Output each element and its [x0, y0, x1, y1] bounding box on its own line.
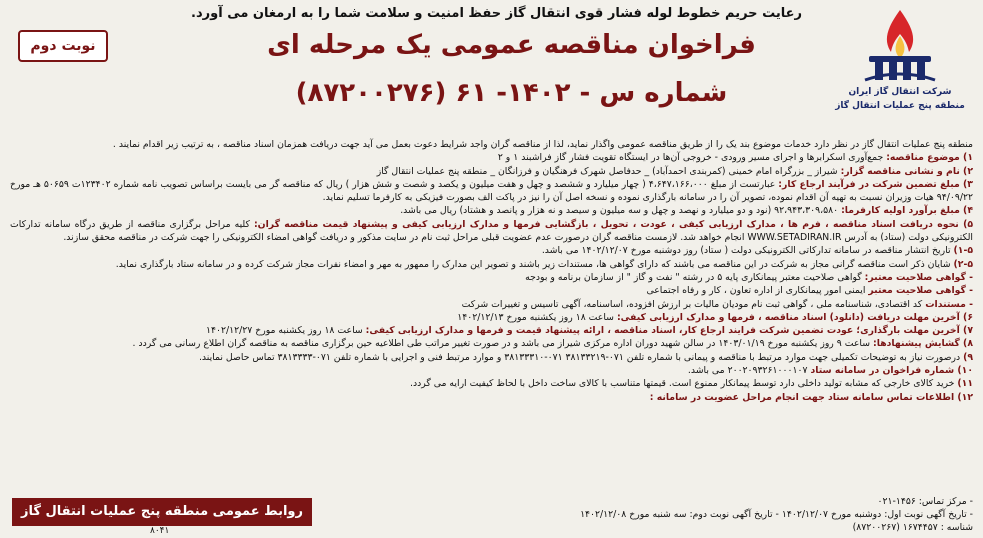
- notice-item: [10, 391, 973, 404]
- notice-items: [10, 151, 973, 404]
- item-text: ۲۰۰۲۰۹۳۲۶۱۰۰۰۱۰۷ می باشد.: [687, 365, 808, 377]
- item-label: ۴) مبلغ برآورد اولیه کارفرما:: [841, 205, 973, 217]
- company-logo: [825, 6, 975, 126]
- intro-paragraph: منطقه پنج عملیات انتقال گاز در نظر دارد خدمات موضوع بند یک را از طریق مناقصه عمومی واگذار نماید، لذا از مناقصه گران واجد شرایط دعوت بعمل می آید جهت دریافت همزمان اسناد مناقصه ، به ترتیب زیر اقدام نمایند .: [112, 139, 973, 150]
- item-label: ۱-۵): [953, 245, 973, 257]
- item-text: گواهی صلاحیت معتبر پیمانکاری پایه ۵ در رشته " نفت و گاز " از سازمان برنامه و بودجه: [525, 271, 862, 283]
- item-text: شایان ذکر است مناقصه گرانی مجاز به شرکت در این مناقصه می باشند که دارای گواهی ها، مستندات زیر باشند و تصویر این مدارک را ممهور به مهر و امضاء نفرات مجاز شرکت کرده و در سامانه ستاد بارگذاری نماید.: [115, 258, 951, 270]
- item-label: ۱۲) اطلاعات تماس سامانه ستاد جهت انجام مراحل عضویت در سامانه :: [649, 391, 973, 403]
- notice-item: [10, 298, 973, 311]
- notice-item: [10, 364, 973, 377]
- logo-text-1: شرکت انتقال گاز ایران: [848, 87, 952, 97]
- notice-item: [10, 218, 973, 245]
- item-label: ۱) موضوع مناقصه:: [886, 152, 973, 164]
- footer-code: ۸۰۴۱: [150, 526, 170, 536]
- item-label: ۱۰) شماره فراخوان در سامانه ستاد: [810, 365, 973, 377]
- item-label: ۱۱): [957, 378, 973, 390]
- item-label: - مستندات: [925, 298, 973, 310]
- item-label: ۵) نحوه دریافت اسناد مناقصه ، فرم ها ، مدارک ارزیابی کیفی ، عودت ، تحویل ، بازگشایی فرمها و مدارک ارزیابی کیفی و پیشنهاد قیمت مناقصه گران:: [253, 218, 973, 230]
- notice-item: [10, 151, 973, 164]
- item-label: ۲) نام و نشانی مناقصه گزار:: [840, 165, 973, 177]
- page-title: فراخوان مناقصه عمومی یک مرحله ای: [267, 30, 756, 60]
- item-text: عبارتست از مبلغ ۴،۶۴۷،۱۶۶،۰۰۰ ( چهار میلیارد و ششصد و چهل و هفت میلیون و یکصد و شصت و شش هزار ) ریال که مناقصه گر می بایست براساس تصویب نامه شماره ۱۲۳۴۰۲ت ۵۰۶۵۹ هـ مورخ ۹۴/۰۹/۲۲ هیات وزیران نسبت به تهیه آن اقدام نموده، تصویر آن را در سامانه بارگذاری نموده و نسخه اصل آن را نیز در پاکت الف بصورت فیزیکی به کارفرما تسلیم نماید.: [10, 178, 973, 204]
- notice-item: [10, 271, 973, 284]
- notice-item: [10, 284, 973, 297]
- notice-item: [10, 178, 973, 205]
- item-text: ساعت ۱۸ روز یکشنبه مورخ ۱۴۰۲/۱۲/۲۷: [206, 325, 363, 337]
- safety-note: رعایت حریم خطوط لوله فشار قوی انتقال گاز حفظ امنیت و سلامت شما را به ارمغان می آورد.: [191, 6, 802, 21]
- item-text: درصورت نیاز به توضیحات تکمیلی جهت موارد مرتبط با مناقصه و پیمانی با شماره تلفن ۰۷۱-۳۸۱۳۳۲۱۹ ۰۷۱-۳۸۱۳۳۳۱۰ و موارد مرتبط فنی و اجرایی با شماره تلفن ۰۷۱-۳۸۱۳۳۳۳ تماس حاصل نمایند.: [198, 351, 961, 363]
- item-text: جمع‌آوری اسکرابرها و اجرای مسیر ورودی - خروجی آن‌ها در ایستگاه تقویت فشار گاز فراشبند ۱ و ۲: [497, 152, 884, 164]
- item-text: خرید کالای خارجی که مشابه تولید داخلی دارد توسط پیمانکار ممنوع است. قیمتها متناسب با کالای ساخت داخل با لحاظ کیفیت ارایه می گردد.: [409, 378, 955, 390]
- notice-item: [10, 324, 973, 337]
- notice-item: [10, 337, 973, 350]
- footer-info: [330, 495, 973, 534]
- public-relations-bar: روابط عمومی منطقه پنج عملیات انتقال گاز: [12, 498, 312, 526]
- notice-body: [10, 138, 973, 490]
- call-center-line: - مرکز تماس: ۱۴۵۶-۰۲۱: [877, 496, 973, 507]
- item-label: ۹): [963, 351, 973, 363]
- item-text: کلیه مراحل برگزاری مناقصه از طریق درگاه سامانه تدارکات الکترونیکی دولت (ستاد) به آدرس WWW.SETADIRAN.IR انجام خواهد شد. لازمست مناقصه گران درصورت عدم عضویت قبلی مراحل ثبت نام در سایت مذکور و دریافت گواهی امضاء الکترونیکی را جهت شرکت در مناقصه محقق سازند.: [10, 218, 973, 244]
- item-text: ساعت ۱۸ روز یکشنبه مورخ ۱۴۰۲/۱۲/۱۳: [457, 311, 614, 323]
- item-label: ۲-۵): [953, 258, 973, 270]
- notice-item: [10, 377, 973, 390]
- item-text: ۹۲،۹۴۳،۳۰۹،۵۸۰ (نود و دو میلیارد و نهصد و چهل و سه میلیون و سیصد و نه هزار و پانصد و هشتاد) ریال می باشد.: [400, 205, 839, 217]
- item-label: - گواهی صلاحیت معتبر:: [864, 271, 973, 283]
- item-text: کد اقتصادی، شناسنامه ملی ، گواهی ثبت نام مودیان مالیات بر ارزش افزوده، اساسنامه، آگهی تاسیس و تغییرات شرکت: [461, 298, 923, 310]
- logo-text-2: منطقه پنج عملیات انتقال گاز: [835, 101, 965, 111]
- notice-item: [10, 204, 973, 217]
- item-text: ایمنی امور پیمانکاری از اداره تعاون ، کار و رفاه اجتماعی: [646, 285, 866, 297]
- item-text: تاریخ انتشار مناقصه در سامانه تدارکاتی الکترونیکی دولت ( ستاد) روز دوشنبه مورخ ۱۴۰۲/۱۲/۰۷ می باشد.: [541, 245, 951, 257]
- id-line: شناسه : ۱۶۷۴۴۵۷ (۸۷۲۰۰۲۶۷): [852, 522, 973, 533]
- item-label: ۶) آخرین مهلت دریافت (دانلود) اسناد مناقصه ، فرمها و مدارک ارزیابی کیفی:: [616, 311, 973, 323]
- item-label: - گواهی صلاحیت معتبر: [868, 285, 973, 297]
- publication-badge: نوبت دوم: [18, 30, 108, 62]
- notice-item: [10, 351, 973, 364]
- item-label: ۳) مبلغ تضمین شرکت در فرآیند ارجاع کار:: [778, 178, 973, 190]
- notice-item: [10, 311, 973, 324]
- item-label: ۷) آخرین مهلت بارگذاری؛ عودت تضمین شرکت فرایند ارجاع کار، اسناد مناقصه ، ارائه پیشنهاد قیمت و فرمها و مدارک ارزیابی کیفی:: [365, 325, 973, 337]
- notice-item: [10, 165, 973, 178]
- item-label: ۸) گشایش پیشنهادها:: [873, 338, 973, 350]
- item-text: ساعت ۹ روز یکشنبه مورخ ۱۴۰۳/۰۱/۱۹ در سالن شهید دوران اداره مرکزی شیراز می باشد و در صورت تغییر مراتب طی اطلاعیه حین برگزاری مناقصه به مناقصه گران اطلاع رسانی می گردد .: [132, 338, 871, 350]
- notice-item: [10, 244, 973, 257]
- notice-item: [10, 258, 973, 271]
- tender-number: شماره س - ۱۴۰۲- ۶۱ (۸۷۲۰۰۲۷۶): [295, 78, 728, 108]
- dates-line: - تاریخ آگهی نوبت اول: دوشنبه مورخ ۱۴۰۲/۱۲/۰۷ - تاریخ آگهی نوبت دوم: سه شنبه مورخ ۱۴۰۲/۱۲/۰۸: [580, 509, 973, 520]
- item-text: شیراز _ بزرگراه امام خمینی (کمربندی احمدآباد) _ حدفاصل شهرک فرهنگیان و فرزانگان _ منطقه پنج عملیات انتقال گاز: [376, 165, 838, 177]
- flame-logo-icon: [855, 6, 945, 84]
